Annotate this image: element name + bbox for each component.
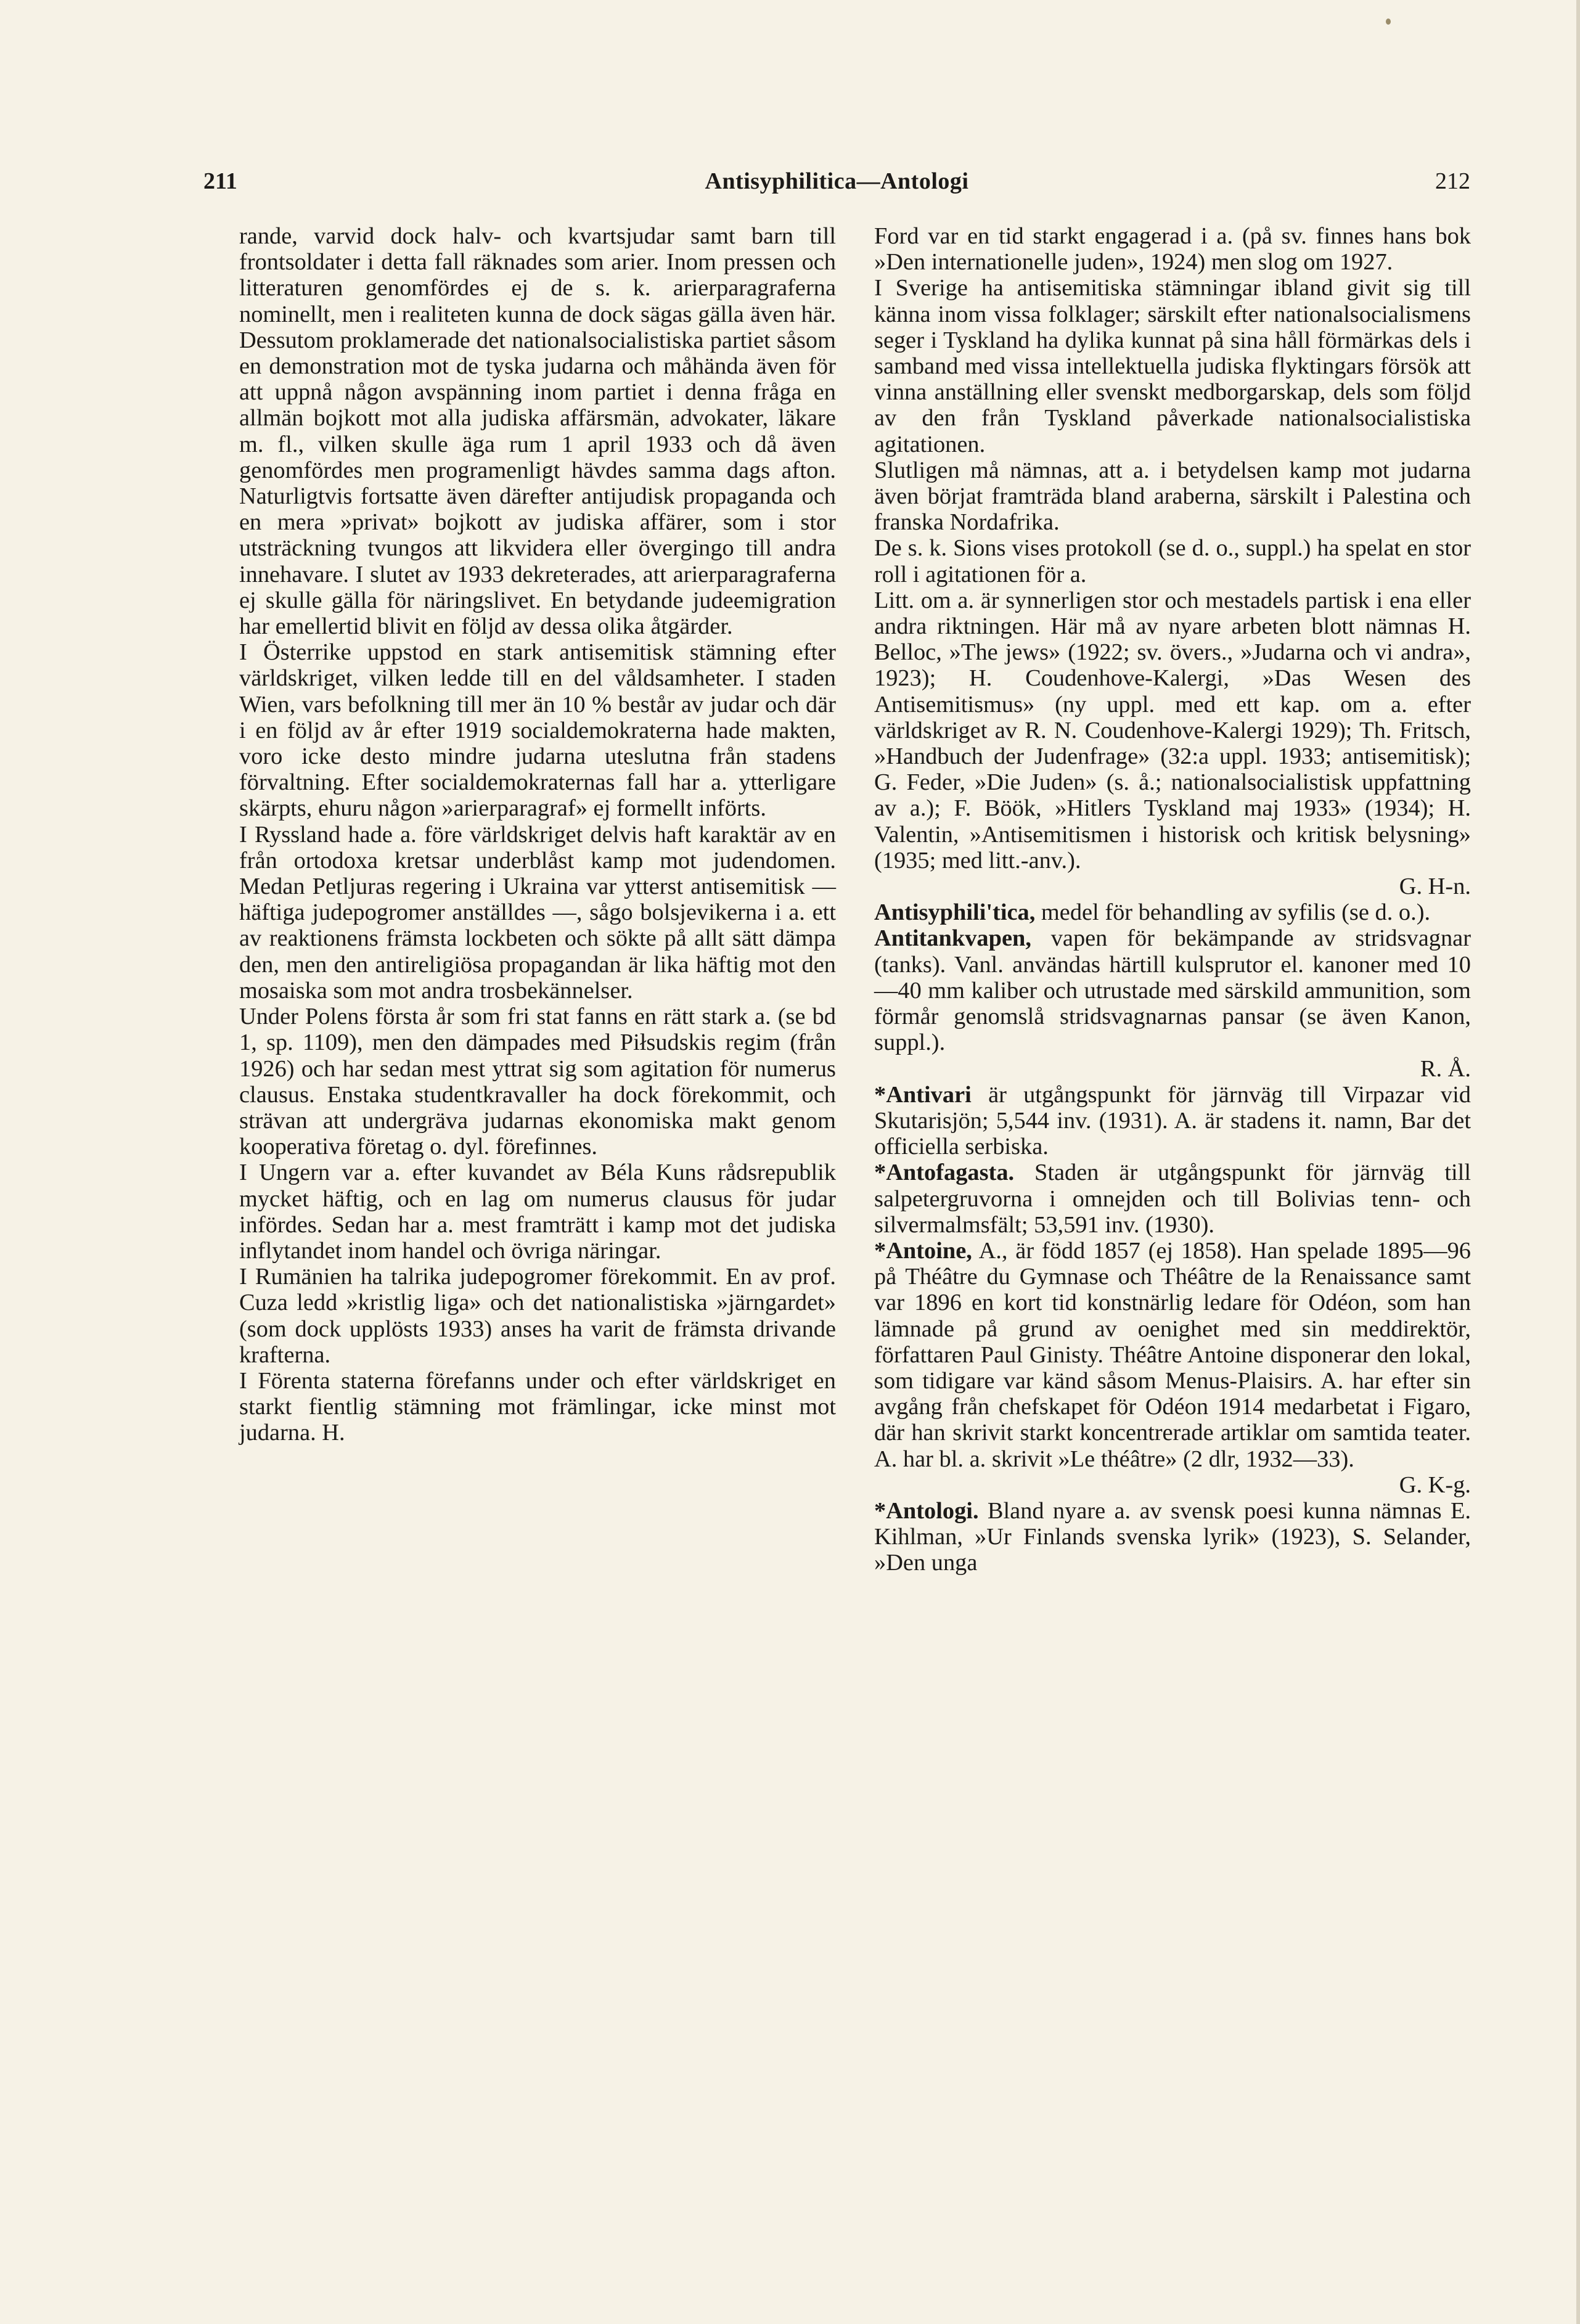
page-number-left: 211 [203,168,237,194]
entry-headword: *Antofagasta. [874,1160,1015,1186]
entry-headword: *Antologi. [874,1497,979,1524]
paragraph-russia: I Ryssland hade a. före världskriget delvis haft karaktär av en från ortodoxa kretsar underblåst kamp mot judendomen. Medan Petljuras regering i Ukraina var ytterst antisemitisk — häftiga judepogromer anställdes —, sågo bolsjevikerna i a. ett av reaktionens främsta lockbeten och sökte på allt sätt dämpa den, men den antireligiösa propagandan är lika häftig mot den mosaiska som mot andra trosbekännelser. [239,821,836,1004]
left-column [239,223,836,1446]
signature: R. Å. [1420,1055,1471,1082]
entry-antitankvapen [874,925,1471,1081]
entry-antoine [874,1238,1471,1498]
literature-text: Litt. om a. är synnerligen stor och mestadels partisk i ena eller andra riktningen. Här må av nyare arbeten blott nämnas H. Belloc, »The jews» (1922; sv. övers., »Judarna och vi andra», 1923); H. Coudenhove-Kalergi, »Das Wesen des Antisemitismus» (ny uppl. med ett kap. om a. efter världskriget av R. N. Coudenhove-Kalergi 1929); Th. Fritsch, »Handbuch der Judenfrage» (32:a uppl. 1933; antisemitisk); G. Feder, »Die Juden» (s. å.; nationalsocialistisk uppfattning av a.); F. Böök, »Hitlers Tyskland maj 1933» (1934); H. Valentin, »Antisemitismen i historisk och kritisk belysning» (1935; med litt.-anv.). [874,587,1471,874]
paragraph-protocols: De s. k. Sions vises protokoll (se d. o., suppl.) ha spelat en stor roll i agitationen för a. [874,535,1471,587]
paragraph-ford: Ford var en tid starkt engagerad i a. (på sv. finnes hans bok »Den internationelle juden», 1924) men slog om 1927. [874,223,1471,276]
entry-text: Staden är utgångspunkt för järnväg till salpetergruvorna i omnejden och till Bolivias tenn- och silvermalmsfält; 53,591 inv. (1930). [874,1160,1471,1238]
entry-headword: *Antoine, [874,1237,972,1264]
page-number-right: 212 [1435,168,1470,194]
entry-antisyphilitica [874,899,1471,925]
page-edge [1576,0,1580,2324]
paragraph-united-states: I Förenta staterna förefanns under och efter världskriget en starkt fientlig stämning mot främlingar, icke minst mot judarna. H. [239,1367,836,1446]
paragraph-literature [874,587,1471,899]
entry-text: medel för behandling av syfilis (se d. o.). [1041,899,1431,926]
right-column [874,223,1471,1576]
paragraph-austria: I Österrike uppstod en stark antisemitisk stämning efter världskriget, vilken ledde till en del våldsamheter. I staden Wien, vars befolkning till mer än 10 % består av judar och där i en följd av år efter 1919 socialdemokraterna hade makten, voro icke desto mindre judarna uteslutna från stadens förvaltning. Efter socialdemokraternas fall har a. ytterligare skärpts, ehuru någon »arierparagraf» ej formellt införts. [239,639,836,822]
signature: G. K-g. [1399,1471,1471,1498]
running-title: Antisyphilitica—Antologi [705,168,969,194]
entry-text: vapen för bekämpande av stridsvagnar (tanks). Vanl. användas härtill kulsprutor el. kanoner med 10—40 mm kaliber och utrustade med särskild ammunition, som förmår genomslå stridsvagnarnas pansar (se även Kanon, suppl.). [874,925,1471,1056]
paragraph-arabs: Slutligen må nämnas, att a. i betydelsen kamp mot judarna även börjat framträda bland araberna, särskilt i Palestina och franska Nordafrika. [874,457,1471,536]
signature: G. H-n. [1399,874,1471,900]
entry-antivari [874,1082,1471,1160]
entry-headword: Antisyphili'tica, [874,899,1036,926]
entry-text: A., är född 1857 (ej 1858). Han spelade 1895—96 på Théâtre du Gymnase och Théâtre de la Renaissance samt var 1896 en kort tid konstnärlig ledare för Odéon, som han lämnade på grund av oenighet med sin meddirektör, författaren Paul Ginisty. Théâtre Antoine disponerar den lokal, som tidigare var känd såsom Menus-Plaisirs. A. har efter sin avgång från chefskapet för Odéon 1914 medarbetat i Figaro, där han skrivit starkt koncentrerade artiklar om samtida teater. A. har bl. a. skrivit »Le théâtre» (2 dlr, 1932—33). [874,1237,1472,1472]
entry-headword: *Antivari [874,1081,972,1108]
paragraph-sweden: I Sverige ha antisemitiska stämningar ibland givit sig till känna inom vissa folklager; särskilt efter nationalsocialismens seger i Tyskland ha dylika kunnat på sina håll förmärkas dels i samband med vissa intellektuella judiska flyktingars försök att vinna anställning eller svenskt medborgarskap, dels som följd av den från Tyskland påverkade nationalsocialistiska agitationen. [874,275,1471,457]
entry-text: Bland nyare a. av svensk poesi kunna nämnas E. Kihlman, »Ur Finlands svenska lyrik» (1923), S. Selander, »Den unga [874,1497,1471,1576]
entry-antologi [874,1498,1471,1576]
entry-text: är utgångspunkt för järnväg till Virpazar vid Skutarisjön; 5,544 inv. (1931). A. är stadens it. namn, Bar det officiella serbiska. [874,1081,1471,1160]
entry-headword: Antitankvapen, [874,925,1031,952]
ink-speck [1386,18,1391,25]
page-header [203,168,1470,205]
paragraph-poland: Under Polens första år som fri stat fanns en rätt stark a. (se bd 1, sp. 1109), men den dämpades med Piłsudskis regim (från 1926) och har sedan mest yttrat sig som agitation för numerus clausus. Enstaka studentkravaller ha dock förekommit, och strävan att undergräva judarnas ekonomiska makt genom kooperativa företag o. dyl. förefinnes. [239,1004,836,1160]
entry-antofagasta [874,1160,1471,1238]
paragraph-germany: rande, varvid dock halv- och kvartsjudar samt barn till frontsoldater i detta fall räknades som arier. Inom pressen och litteraturen genomfördes ej de s. k. arierparagraferna nominellt, men i realiteten kunna de dock sägas gälla även här. Dessutom proklamerade det nationalsocialistiska partiet såsom en demonstration mot de tyska judarna och måhända även för att uppnå någon avspänning inom partiet i denna fråga en allmän bojkott mot alla judiska affärsmän, advokater, läkare m. fl., vilken skulle äga rum 1 april 1933 och då även genomfördes men programenligt hävdes samma dags afton. Naturligtvis fortsatte även därefter antijudisk propaganda och en mera »privat» bojkott av judiska affärer, som i stor utsträckning tvungos att likvidera eller övergingo till andra innehavare. I slutet av 1933 dekreterades, att arierparagraferna ej skulle gälla för näringslivet. En betydande judeemigration har emellertid blivit en följd av dessa olika åtgärder. [239,223,836,640]
paragraph-hungary: I Ungern var a. efter kuvandet av Béla Kuns rådsrepublik mycket häftig, och en lag om numerus clausus för judar infördes. Sedan har a. mest framträtt i kamp mot det judiska inflytandet inom handel och övriga näringar. [239,1160,836,1264]
paragraph-romania: I Rumänien ha talrika judepogromer förekommit. En av prof. Cuza ledd »kristlig liga» och det nationalistiska »järngardet» (som dock upplösts 1933) anses ha varit de främsta drivande krafterna. [239,1264,836,1368]
